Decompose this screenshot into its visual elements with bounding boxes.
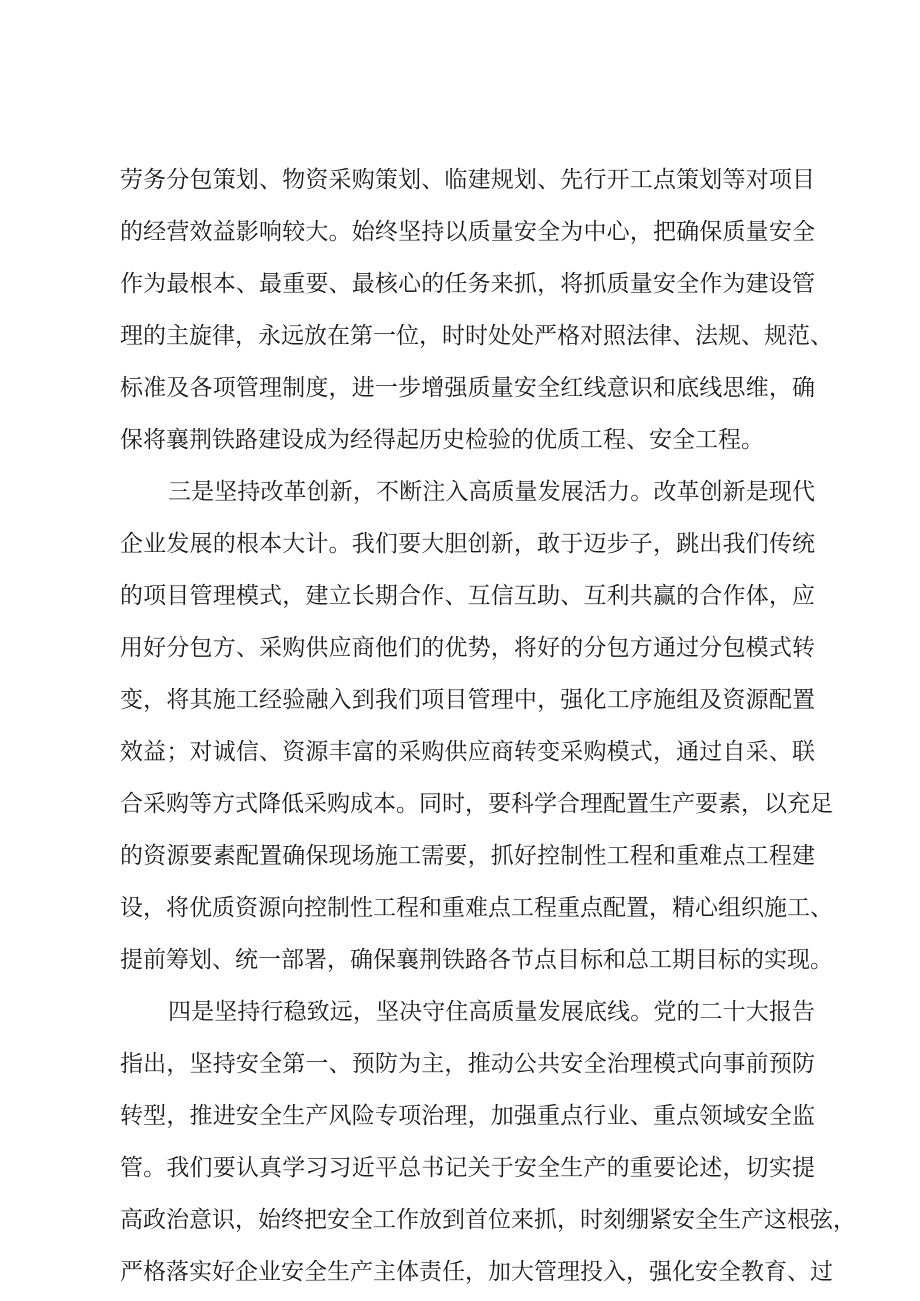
text-line: 理的主旋律，永远放在第一位，时时处处严格对照法律、法规、规范、 xyxy=(120,323,833,349)
paragraph-first-line: 三是坚持改革创新，不断注入高质量发展活力。改革创新是现代 xyxy=(168,479,815,505)
text-line: 指出，坚持安全第一、预防为主，推动公共安全治理模式向事前预防 xyxy=(120,1051,815,1077)
paragraph-first-line: 四是坚持行稳致远，坚决守住高质量发展底线。党的二十大报告 xyxy=(168,999,815,1025)
text-line: 高政治意识，始终把安全工作放到首位来抓，时刻绷紧安全生产这根弦， xyxy=(120,1207,856,1233)
text-line: 作为最根本、最重要、最核心的任务来抓，将抓质量安全作为建设管 xyxy=(120,271,815,297)
text-line: 严格落实好企业安全生产主体责任，加大管理投入，强化安全教育、过 xyxy=(120,1259,833,1285)
text-line: 的经营效益影响较大。始终坚持以质量安全为中心，把确保质量安全 xyxy=(120,219,815,245)
text-line: 的资源要素配置确保现场施工需要，抓好控制性工程和重难点工程建 xyxy=(120,843,815,869)
text-line: 合采购等方式降低采购成本。同时，要科学合理配置生产要素，以充足 xyxy=(120,791,833,817)
text-line: 变，将其施工经验融入到我们项目管理中，强化工序施组及资源配置 xyxy=(120,687,815,713)
text-line: 标准及各项管理制度，进一步增强质量安全红线意识和底线思维，确 xyxy=(120,375,815,401)
text-line: 企业发展的根本大计。我们要大胆创新，敢于迈步子，跳出我们传统 xyxy=(120,531,815,557)
text-line: 效益；对诚信、资源丰富的采购供应商转变采购模式，通过自采、联 xyxy=(120,739,815,765)
text-line: 用好分包方、采购供应商他们的优势，将好的分包方通过分包模式转 xyxy=(120,635,815,661)
text-line: 的项目管理模式，建立长期合作、互信互助、互利共赢的合作体，应 xyxy=(120,583,815,609)
text-line: 提前筹划、统一部署，确保襄荆铁路各节点目标和总工期目标的实现。 xyxy=(120,947,833,973)
text-line: 转型，推进安全生产风险专项治理，加强重点行业、重点领域安全监 xyxy=(120,1103,815,1129)
text-line: 设，将优质资源向控制性工程和重难点工程重点配置，精心组织施工、 xyxy=(120,895,833,921)
text-line: 劳务分包策划、物资采购策划、临建规划、先行开工点策划等对项目 xyxy=(120,167,815,193)
text-line: 保将襄荆铁路建设成为经得起历史检验的优质工程、安全工程。 xyxy=(120,427,764,453)
text-line: 管。我们要认真学习习近平总书记关于安全生产的重要论述，切实提 xyxy=(120,1155,815,1181)
